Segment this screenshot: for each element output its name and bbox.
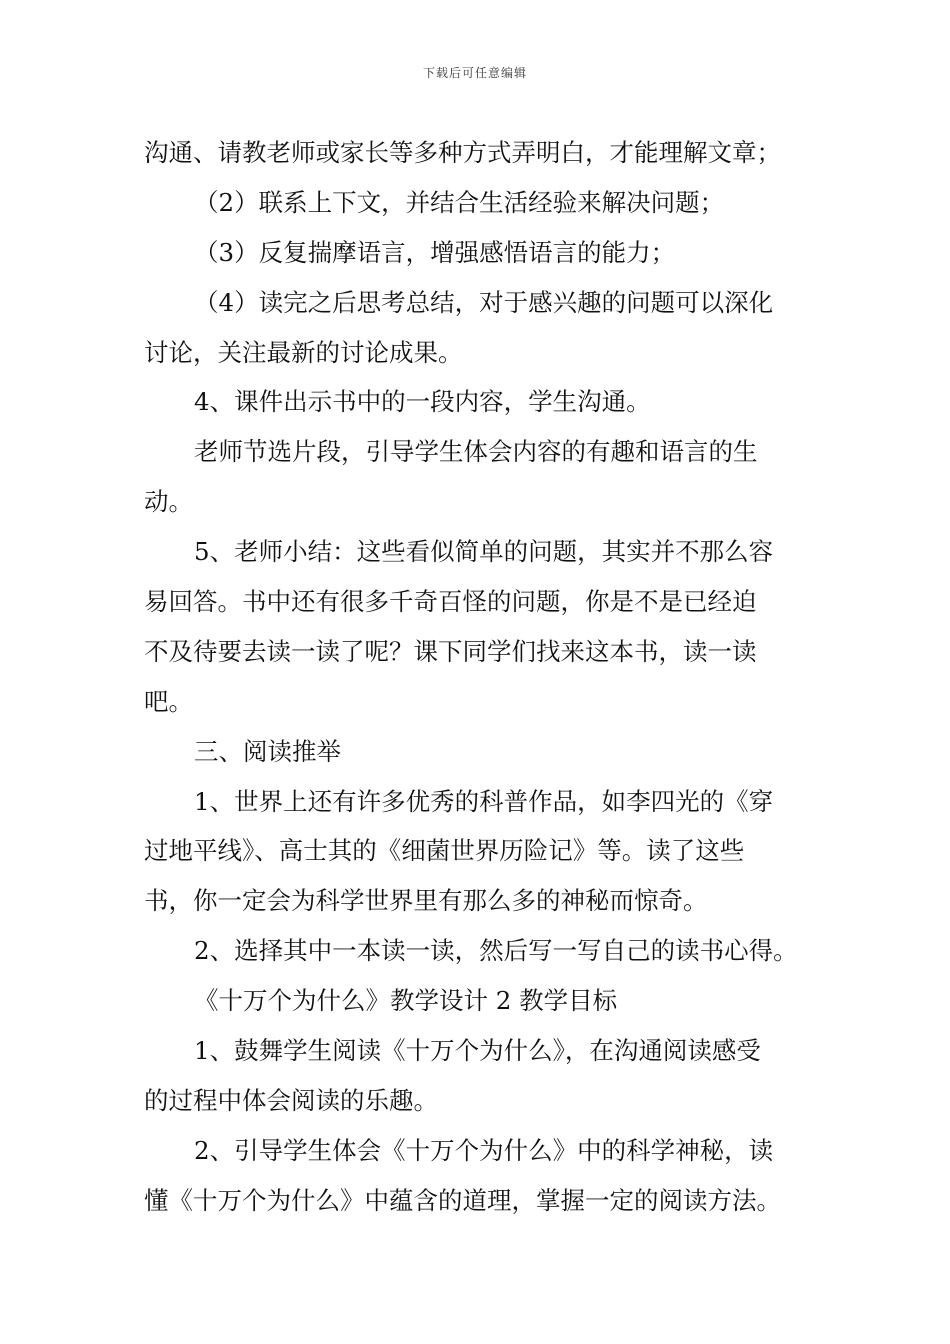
paragraph-line: 吧。 (144, 686, 193, 716)
paragraph-line: 沟通、请教老师或家长等多种方式弄明白，才能理解文章； (144, 138, 781, 167)
paragraph-line: 易回答。书中还有很多千奇百怪的问题，你是不是已经迫 (144, 587, 757, 617)
paragraph-line: 1、鼓舞学生阅读《十万个为什么》，在沟通阅读感受 (194, 1036, 761, 1066)
paragraph-line: （3）反复揣摩语言，增强感悟语言的能力； (194, 237, 676, 267)
paragraph-line: 老师节选片段，引导学生体会内容的有趣和语言的生 (194, 437, 758, 467)
paragraph-line: 1、世界上还有许多优秀的科普作品，如李四光的《穿 (194, 786, 774, 816)
paragraph-line: 讨论，关注最新的讨论成果。 (144, 337, 463, 367)
paragraph-line: 2、引导学生体会《十万个为什么》中的科学神秘，读 (194, 1135, 774, 1165)
paragraph-line: 2、选择其中一本读一读，然后写一写自己的读书心得。 (194, 936, 798, 966)
document-body (144, 128, 814, 1226)
paragraph-line: 书，你一定会为科学世界里有那么多的神秘而惊奇。 (144, 886, 708, 916)
paragraph-line: 不及待要去读一读了呢？课下同学们找来这本书，读一读 (144, 636, 757, 666)
paragraph-line: 动。 (144, 487, 193, 517)
paragraph-line: 懂《十万个为什么》中蕴含的道理，掌握一定的阅读方法。 (144, 1185, 781, 1215)
section-heading: 《十万个为什么》教学设计 2 教学目标 (194, 986, 618, 1016)
paragraph-line: （4）读完之后思考总结，对于感兴趣的问题可以深化 (194, 287, 774, 317)
paragraph-line: 5、老师小结：这些看似简单的问题，其实并不那么容 (194, 537, 774, 567)
section-heading: 三、阅读推举 (194, 736, 341, 766)
page-header: 下载后可任意编辑 (422, 66, 527, 80)
paragraph-line: 4、课件出示书中的一段内容，学生沟通。 (194, 387, 651, 417)
paragraph-line: 过地平线》、高士其的《细菌世界历险记》等。读了这些 (144, 836, 745, 866)
paragraph-line: （2）联系上下文，并结合生活经验来解决问题； (194, 187, 725, 217)
paragraph-line: 的过程中体会阅读的乐趣。 (144, 1085, 438, 1115)
